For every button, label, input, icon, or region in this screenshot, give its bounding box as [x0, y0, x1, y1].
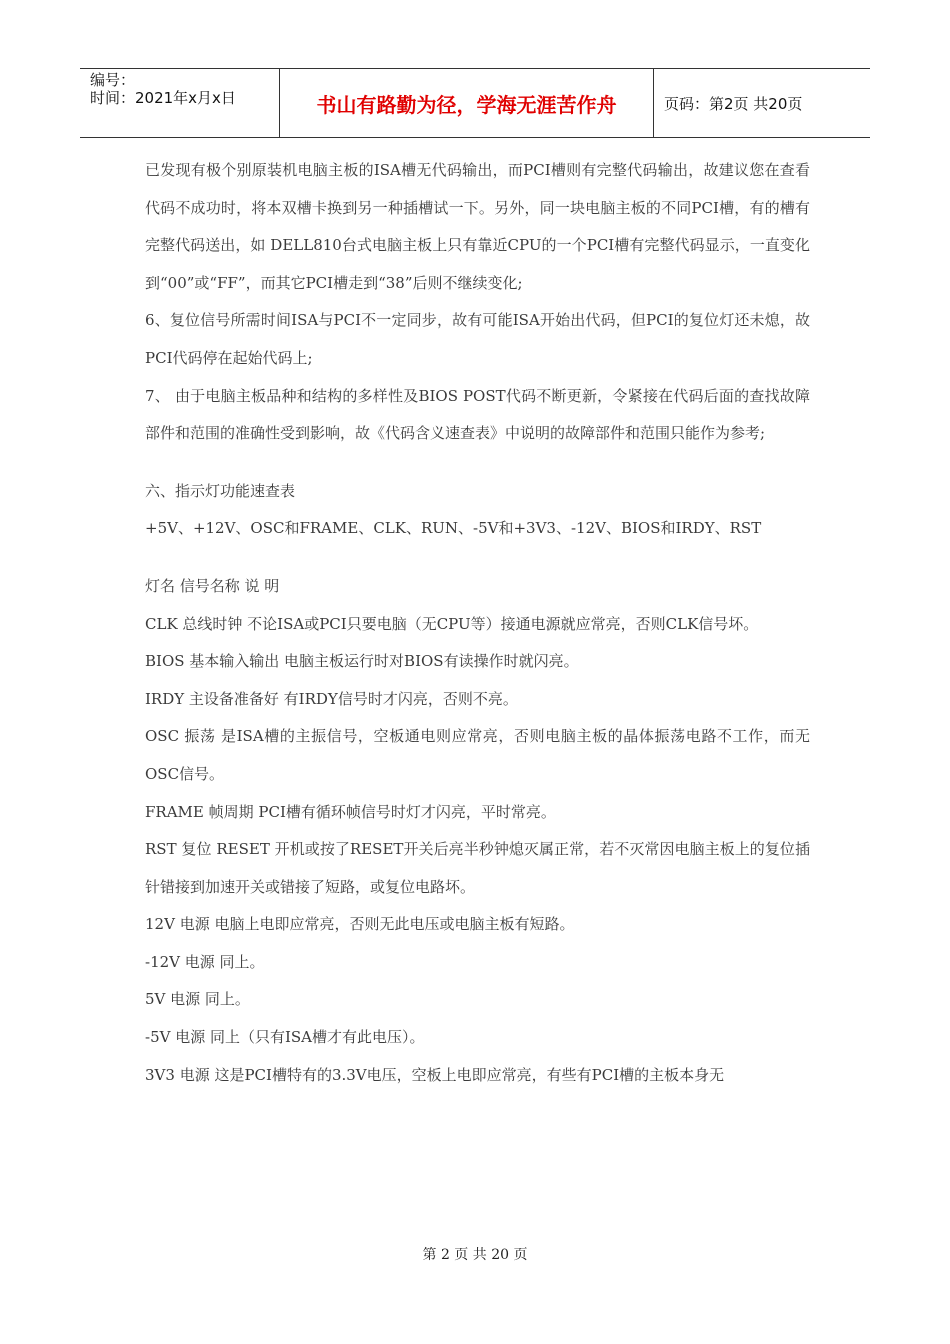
number-label: 编号：	[90, 71, 136, 89]
paragraph-reset-timing: 6、复位信号所需时间ISA与PCI不一定同步，故有可能ISA开始出代码，但PCI的复位灯还未熄，故PCI代码停在起始代码上;	[145, 311, 810, 367]
table-row-frame: FRAME 帧周期 PCI槽有循环帧信号时灯才闪亮，平时常亮。	[145, 802, 556, 821]
header-page-label: 页码：第2页 共20页	[664, 94, 803, 113]
table-row-clk: CLK 总线时钟 不论ISA或PCI只要电脑（无CPU等）接通电源就应常亮，否则CLK信号坏。	[145, 614, 759, 633]
page-header	[80, 68, 870, 138]
table-row-irdy: IRDY 主设备准备好 有IRDY信号时才闪亮，否则不亮。	[145, 689, 518, 708]
table-header: 灯名 信号名称 说 明	[145, 576, 280, 595]
table-row-osc: OSC 振荡 是ISA槽的主振信号，空板通电则应常亮，否则电脑主板的晶体振荡电路不工作，而无OSC信号。	[145, 727, 810, 783]
spacer	[145, 453, 810, 473]
table-row-minus-5v: -5V 电源 同上（只有ISA槽才有此电压）。	[145, 1028, 425, 1047]
table-row-12v: 12V 电源 电脑上电即应常亮，否则无此电压或电脑主板有短路。	[145, 915, 575, 934]
table-row-minus-12v: -12V 电源 同上。	[145, 952, 265, 971]
signals-line: +5V、+12V、OSC和FRAME、CLK、RUN、-5V和+3V3、-12V、BIOS和IRDY、RST	[145, 519, 762, 538]
paragraph-pci-slot-note: 已发现有极个别原装机电脑主板的ISA槽无代码输出，而PCI槽则有完整代码输出，故建议您在查看代码不成功时，将本双槽卡换到另一种插槽试一下。另外，同一块电脑主板的不同PCI槽，有的槽有完整代码送出，如 DELL810台式电脑主板上只有靠近CPU的一个PCI槽有完整代码显示，一直变化到“00”或“FF”，而其它PCI槽走到“38”后则不继续变化;	[145, 161, 810, 292]
table-row-bios: BIOS 基本输入输出 电脑主板运行时对BIOS有读操作时就闪亮。	[145, 652, 579, 671]
document-body	[145, 152, 810, 1094]
spacer	[145, 548, 810, 568]
header-motto: 书山有路勤为径，学海无涯苦作舟	[280, 69, 654, 137]
time-label: 时间：2021年x月x日	[90, 89, 236, 107]
table-row-5v: 5V 电源 同上。	[145, 990, 250, 1009]
table-row-3v3: 3V3 电源 这是PCI槽特有的3.3V电压，空板上电即应常亮，有些有PCI槽的主板本身无	[145, 1065, 725, 1084]
section-title: 六、指示灯功能速查表	[145, 481, 296, 500]
paragraph-post-codes: 7、 由于电脑主板品种和结构的多样性及BIOS POST代码不断更新，令紧接在代码后面的查找故障部件和范围的准确性受到影响，故《代码含义速查表》中说明的故障部件和范围只能作为参考;	[145, 386, 810, 443]
table-row-rst: RST 复位 RESET 开机或按了RESET开关后亮半秒钟熄灭属正常，若不灭常因电脑主板上的复位插针错接到加速开关或错接了短路，或复位电路坏。	[145, 840, 810, 896]
page-footer: 第 2 页 共 20 页	[422, 1247, 528, 1263]
header-meta	[80, 69, 280, 137]
